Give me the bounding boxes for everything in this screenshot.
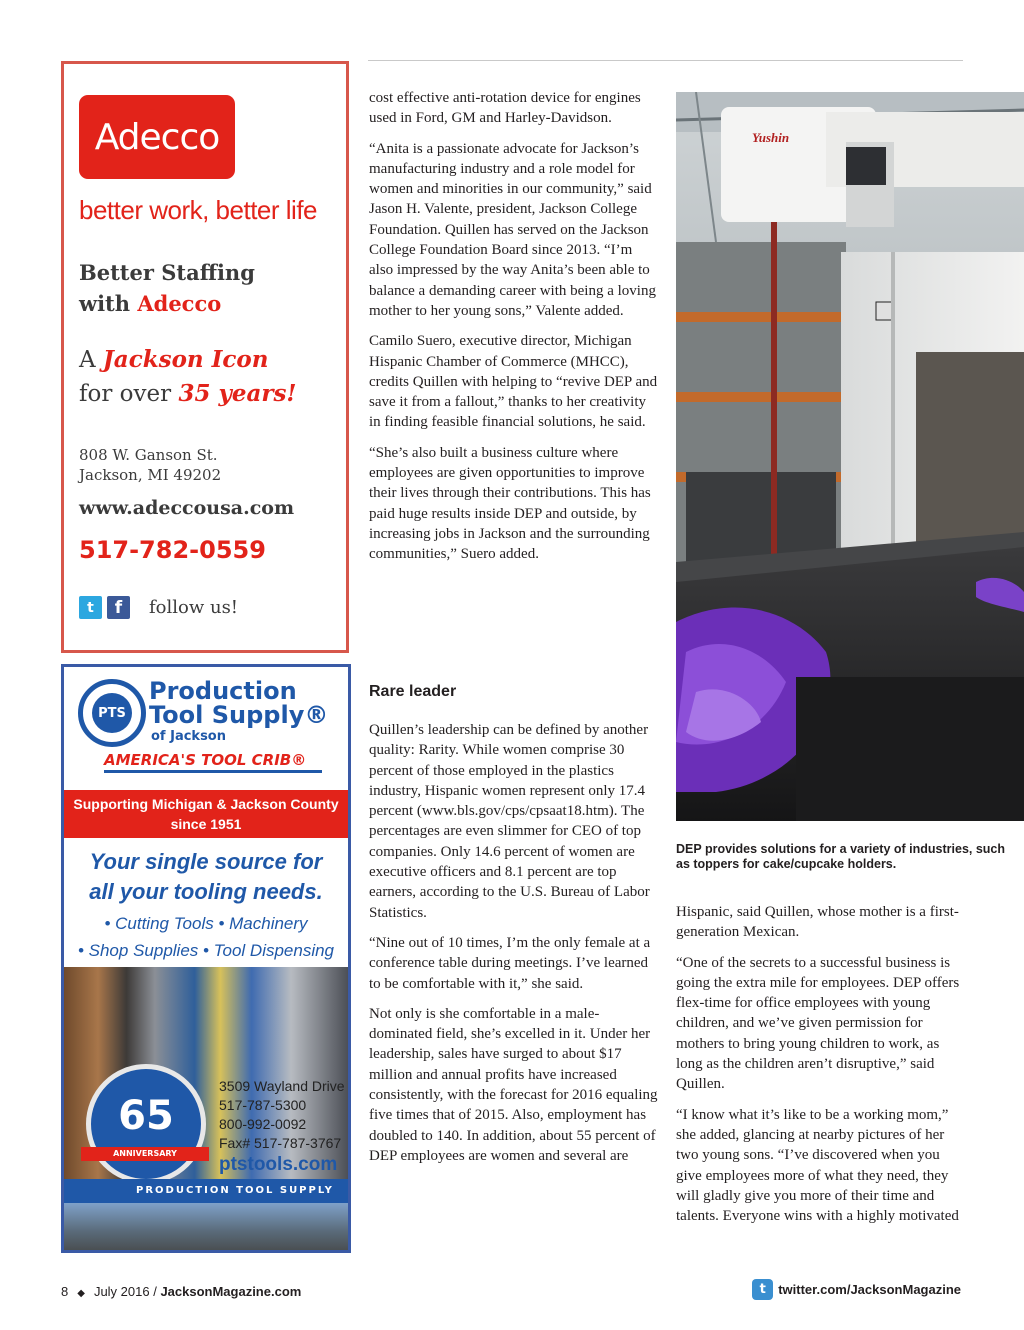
pts-band-line2: since 1951 <box>170 816 242 832</box>
photo-caption: DEP provides solutions for a variety of industries, such as toppers for cake/cupcake holders. <box>676 842 1006 871</box>
paragraph: “She’s also built a business culture where employees are given opportunities to improve their lives through their contributions. This has paid huge results inside DEP and outside, by increasing jobs in Jackson and the surrounding communities,” Suero added. <box>369 444 651 563</box>
facebook-icon[interactable]: f <box>107 596 130 619</box>
pts-website-link[interactable]: ptstools.com <box>219 1154 338 1175</box>
adecco-icon-years: 35 years! <box>178 380 297 407</box>
pts-band-line1: Supporting Michigan & Jackson County <box>73 796 339 812</box>
pts-logo-seal-icon: PTS <box>78 679 146 747</box>
pts-of-jackson: of Jackson <box>151 729 226 744</box>
adecco-staffing-line1: Better Staffing <box>79 260 255 285</box>
footer-issue: July 2016 / <box>93 1284 161 1299</box>
pts-source-line2: all your tooling needs. <box>89 879 323 904</box>
pts-phone2[interactable]: 800-992-0092 <box>219 1116 307 1132</box>
pts-list-line1: • Cutting Tools • Machinery <box>104 914 308 933</box>
pts-red-band <box>64 790 348 838</box>
paragraph: Hispanic, said Quillen, whose mother is a first-generation Mexican. <box>676 904 959 941</box>
pts-ad[interactable] <box>61 664 351 1253</box>
adecco-address <box>79 445 221 485</box>
paragraph: “One of the secrets to a successful business is going the extra mile for employees. DEP offers flex-time for office employees with young children, and we’ve given permission for mothers to bring young children to work, as long as the children aren’t disruptive,” said Quillen. <box>676 954 960 1093</box>
paragraph: Camilo Suero, executive director, Michigan Hispanic Chamber of Commerce (MHCC), credits Quillen with helping to “revive DEP and save it from a fallout,” thanks to her creativity in finding feasible financial solutions, he said. <box>369 333 658 431</box>
adecco-website-link[interactable]: www.adeccousa.com <box>79 497 295 519</box>
pts-single-source <box>64 847 348 907</box>
pts-source-line1: Your single source for <box>89 849 323 874</box>
pts-services-list <box>64 910 348 964</box>
pts-phone1[interactable]: 517-787-5300 <box>219 1097 307 1113</box>
pts-company-name <box>149 679 328 727</box>
diamond-icon: ◆ <box>77 1288 85 1299</box>
footer-twitter[interactable] <box>752 1279 961 1300</box>
factory-photo-illustration <box>676 92 1024 821</box>
twitter-icon: t <box>752 1279 773 1300</box>
adecco-phone[interactable]: 517-782-0559 <box>79 536 266 564</box>
paragraph: “I know what it’s like to be a working mom,” she added, glancing at nearby pictures of her two young sons. “I’ve discovered when you give employees more of what they need, they will gladly give you more of their time and talents. Everyone wins with a highly motivated <box>676 1106 959 1225</box>
adecco-social <box>79 596 238 619</box>
adecco-jackson-icon-headline <box>79 343 297 411</box>
subhead-rare-leader: Rare leader <box>369 683 457 700</box>
footer-twitter-handle[interactable]: twitter.com/JacksonMagazine <box>778 1282 961 1297</box>
paragraph: cost effective anti-rotation device for engines used in Ford, GM and Harley-Davidson. <box>369 90 641 127</box>
paragraph: Quillen’s leadership can be defined by another quality: Rarity. While women comprise 30 percent of those employed in the plastics industry, Hispanic women represent only 17.4 percent (www.bls.gov/cps/cpsaat18.htm). The percentages are even slimmer for CEO of top companies. Only 14.6 percent of women are executive officers and 8.1 percent are top earners, according to the U.S. Bureau of Labor Statistics. <box>369 722 650 921</box>
pts-anniversary-badge <box>86 1064 206 1184</box>
adecco-staffing-brand: Adecco <box>137 291 222 316</box>
pts-crib-underline <box>104 770 322 773</box>
adecco-tagline: better work, better life <box>79 195 317 225</box>
adecco-address-line1: 808 W. Ganson St. <box>79 446 218 464</box>
pts-badge-ribbon: ANNIVERSARY <box>81 1147 209 1161</box>
pts-name-line1: Production <box>149 677 297 705</box>
pts-building-sign: PRODUCTION TOOL SUPPLY <box>64 1179 348 1203</box>
pts-building-photo <box>64 1203 348 1250</box>
adecco-icon-a: A <box>79 347 103 373</box>
adecco-icon-for: for over <box>79 381 179 407</box>
adecco-follow-label: follow us! <box>149 597 239 618</box>
photo-machine-brand: Yushin <box>752 130 790 145</box>
pts-badge-number: 65 <box>118 1093 174 1139</box>
adecco-staffing-with: with <box>79 291 138 316</box>
twitter-icon[interactable]: t <box>79 596 102 619</box>
pts-name-line2: Tool Supply® <box>149 701 329 729</box>
paragraph: Not only is she comfortable in a male-dominated field, she’s excelled in it. Under her leadership, sales have surged to about $17 million and annual profits have increased consistently, with the forecast for 2016 equaling five times that of 2015. Also, employment has doubled to 140. In addition, about 55 percent of DEP employees are women and several are <box>369 1005 658 1164</box>
pts-list-line2: • Shop Supplies • Tool Dispensing <box>77 941 335 960</box>
top-rule <box>368 60 963 61</box>
adecco-icon-highlight: Jackson Icon <box>102 346 269 373</box>
adecco-address-line2: Jackson, MI 49202 <box>79 466 222 484</box>
article-column-1-bottom <box>369 720 659 1176</box>
paragraph: “Nine out of 10 times, I’m the only female at a conference table during meetings. I’ve learned to be comfortable with it,” she said. <box>369 934 651 992</box>
pts-contact-block <box>219 1077 345 1177</box>
footer-left <box>61 1284 301 1299</box>
page-number: 8 <box>61 1284 69 1299</box>
adecco-logo: Adecco <box>79 95 235 179</box>
pts-address: 3509 Wayland Drive <box>219 1078 345 1094</box>
factory-photo <box>676 92 1024 821</box>
article-column-2 <box>676 902 966 1236</box>
pts-fax: Fax# 517-787-3767 <box>219 1135 342 1151</box>
footer-site-link[interactable]: JacksonMagazine.com <box>160 1284 302 1299</box>
pts-tool-crib: AMERICA'S TOOL CRIB® <box>104 751 307 769</box>
adecco-ad[interactable] <box>61 61 349 653</box>
article-column-1-top <box>369 88 659 575</box>
adecco-staffing-headline <box>79 257 255 319</box>
paragraph: “Anita is a passionate advocate for Jackson’s manufacturing industry and a role model for women and minorities in our community,” said Jason H. Valente, president, Jackson College Foundation. Quillen has served on the Jackson College Foundation Board since 2013. “I’m also impressed by the way Anita’s been able to balance a demanding career with being a loving mother to her young sons,” Valente added. <box>369 140 656 319</box>
